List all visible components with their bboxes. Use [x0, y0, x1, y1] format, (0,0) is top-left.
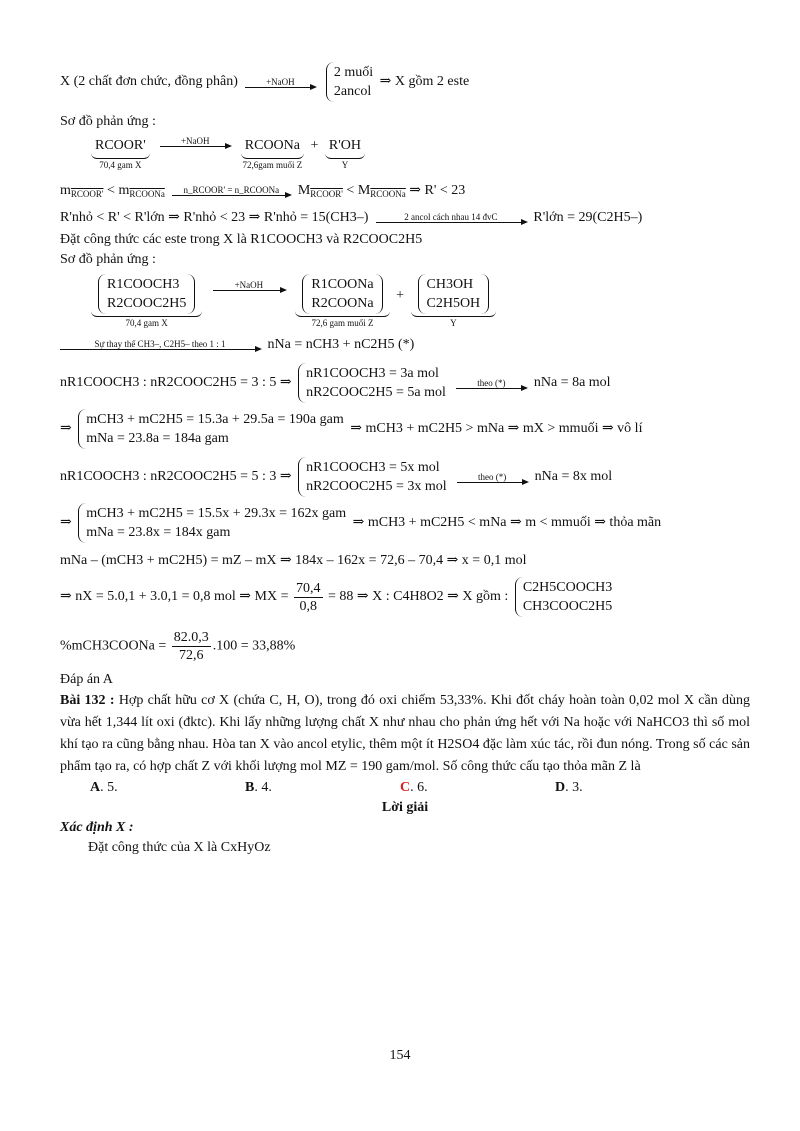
ester-2: R2COOC2H5 — [107, 296, 187, 311]
line-ratio-3-5 — [60, 363, 750, 403]
document-body — [60, 58, 750, 858]
choice-value: . 6. — [410, 780, 428, 795]
symbol: M — [357, 183, 371, 198]
choice-d — [555, 778, 710, 798]
alcohol-label: Y — [341, 160, 349, 170]
subscript: RCOOR' — [70, 189, 104, 199]
plus: + — [396, 288, 404, 303]
reaction-arrow — [245, 77, 315, 88]
fraction — [294, 580, 323, 615]
arrow-label: Sự thay thế CH3–, C2H5– theo 1 : 1 — [94, 339, 226, 350]
alcohol-2: C2H5OH — [426, 296, 481, 311]
symbol: m — [118, 183, 130, 198]
system-brace — [78, 503, 346, 543]
system-bottom: CH3COOC2H5 — [522, 599, 613, 614]
arrow-label: +NaOH — [266, 76, 295, 87]
line-mass-comparison — [60, 181, 750, 204]
line-reaction-scheme-1 — [60, 136, 750, 171]
choice-key: D — [555, 780, 566, 795]
symbol: M — [297, 183, 311, 198]
operator: < — [346, 183, 355, 198]
implies: ⇒ — [60, 421, 72, 437]
arrow-label: +NaOH — [180, 136, 210, 146]
question-132 — [60, 690, 750, 778]
line-check-3-5 — [60, 409, 750, 449]
choice-key: C — [400, 780, 411, 795]
arrow-label: theo (*) — [477, 377, 506, 388]
ester-mass: 70,4 gam X — [99, 160, 142, 170]
alcohol-group — [325, 136, 365, 171]
question-text: Hợp chất hữu cơ X (chứa C, H, O), trong đó oxi chiếm 53,33%. Khi đốt cháy hoàn toàn 0,02 mol X cần dùng vừa hết 1,344 lít oxi (đktc). Khi lấy những lượng chất X như nhau cho phản ứng hết với Na hoặc với NaHCO3 thì số mol khí tạo ra cũng bằng nhau. Hòa tan X vào ancol etylic, thêm một ít H2SO4 đặc làm xúc tác, rồi đun nóng. Trong số các sản phẩm tạo ra, có hợp chất Z với khối lượng mol MZ = 190 gam/mol. Số công thức cấu tạo thỏa mãn Z là — [60, 693, 751, 774]
system-brace — [78, 409, 344, 449]
line-r-range — [60, 208, 750, 228]
section-heading: Xác định X : — [60, 820, 134, 835]
text: ⇒ mCH3 + mC2H5 > mNa ⇒ mX > mmuối ⇒ vô lí — [350, 421, 643, 437]
system-top: nR1COOCH3 = 5x mol — [306, 460, 440, 475]
answer-choices — [60, 778, 750, 798]
system-bottom: 2ancol — [333, 84, 372, 99]
system-top: nR1COOCH3 = 3a mol — [306, 366, 439, 381]
text: R'nhỏ < R' < R'lớn ⇒ R'nhỏ < 23 ⇒ R'nhỏ = 15(CH3–) — [60, 210, 369, 225]
reaction-arrow — [376, 212, 526, 223]
line-scheme-2: Sơ đồ phản ứng : — [60, 252, 156, 267]
ester-group — [91, 274, 202, 329]
text: nNa = nCH3 + nC2H5 (*) — [267, 337, 415, 352]
choice-key: A — [90, 780, 101, 795]
salt-group — [241, 136, 304, 171]
salt-mass: 72,6gam muối Z — [242, 160, 303, 170]
choice-a — [90, 778, 245, 798]
line-molar-mass — [60, 577, 750, 617]
text: nR1COOCH3 : nR2COOC2H5 = 3 : 5 ⇒ — [60, 375, 292, 391]
text: R'lớn = 29(C2H5–) — [533, 210, 643, 225]
alcohol: R'OH — [325, 136, 365, 159]
text: = 88 ⇒ X : C4H8O2 ⇒ X gồm : — [328, 589, 509, 605]
choice-key: B — [245, 780, 255, 795]
text: %mCH3COONa = — [60, 638, 167, 654]
operator: < — [107, 183, 115, 198]
system-bottom: mNa = 23.8a = 184a gam — [86, 431, 229, 446]
salt: RCOONa — [241, 136, 304, 159]
system-brace — [515, 577, 612, 617]
line-ratio-5-3 — [60, 457, 750, 497]
system-brace — [326, 62, 373, 102]
text: nR1COOCH3 : nR2COOC2H5 = 5 : 3 ⇒ — [60, 469, 292, 485]
line-substitution — [60, 335, 750, 355]
answer-line: Đáp án A — [60, 672, 113, 687]
text: X (2 chất đơn chức, đồng phân) — [60, 74, 238, 90]
arrow-label: 2 ancol cách nhau 14 đvC — [404, 212, 498, 223]
text: ⇒ R' < 23 — [409, 183, 466, 198]
salt-group — [295, 274, 389, 329]
subscript: RCOONa — [370, 189, 406, 199]
arrow-label: theo (*) — [478, 471, 507, 482]
text: ⇒ X gồm 2 este — [379, 74, 470, 90]
numerator: 70,4 — [296, 580, 321, 596]
line-x-definition — [60, 62, 750, 102]
line-solve-x: mNa – (mCH3 + mC2H5) = mZ – mX ⇒ 184x – 162x = 72,6 – 70,4 ⇒ x = 0,1 mol — [60, 553, 527, 568]
ester-1: R1COOCH3 — [107, 277, 180, 292]
alcohol-1: CH3OH — [426, 277, 474, 292]
reaction-arrow — [160, 136, 230, 147]
system-bottom: nR2COOC2H5 = 5a mol — [306, 385, 446, 400]
line-percent — [60, 629, 750, 664]
system-top: C2H5COOCH3 — [522, 580, 613, 595]
reaction-arrow — [60, 339, 260, 350]
salt-mass: 72,6 gam muối Z — [311, 318, 374, 328]
salt-1: R1COONa — [311, 277, 374, 292]
choice-value: . 3. — [565, 780, 583, 795]
system-bottom: nR2COOC2H5 = 3x mol — [306, 479, 447, 494]
ester-group — [91, 136, 150, 171]
fraction — [172, 629, 211, 664]
arrow-label: n_RCOOR' = n_RCOONa — [183, 185, 280, 196]
denominator: 0,8 — [299, 598, 317, 614]
numerator: 82.0,3 — [173, 630, 209, 645]
denominator: 72,6 — [179, 648, 204, 663]
line-scheme-1: Sơ đồ phản ứng : — [60, 114, 156, 129]
choice-b — [245, 778, 400, 798]
system-brace — [298, 363, 446, 403]
reaction-arrow — [456, 378, 526, 389]
alcohol-label: Y — [450, 318, 457, 328]
reaction-arrow — [172, 185, 290, 196]
ester: RCOOR' — [91, 136, 150, 159]
page-number: 154 — [389, 1048, 411, 1063]
system-brace — [298, 457, 447, 497]
last-line: Đặt công thức của X là CxHyOz — [88, 840, 271, 855]
choice-c — [400, 778, 555, 798]
question-number: Bài 132 : — [60, 693, 115, 708]
reaction-arrow — [213, 280, 285, 291]
text: nNa = 8a mol — [533, 375, 611, 391]
plus: + — [310, 138, 319, 153]
text: nNa = 8x mol — [534, 469, 613, 485]
subscript: RCOOR' — [310, 189, 343, 199]
alcohol-group — [411, 274, 497, 329]
system-top: 2 muối — [333, 65, 374, 80]
text: ⇒ nX = 5.0,1 + 3.0,1 = 0,8 mol ⇒ MX = — [60, 589, 289, 605]
text: ⇒ mCH3 + mC2H5 < mNa ⇒ m < mmuối ⇒ thỏa mãn — [352, 515, 662, 531]
symbol: m — [60, 183, 71, 198]
choice-value: . 5. — [100, 780, 118, 795]
subscript: RCOONa — [129, 189, 165, 199]
implies: ⇒ — [60, 515, 72, 531]
line-check-5-3 — [60, 503, 750, 543]
arrow-label: +NaOH — [234, 280, 264, 290]
line-reaction-scheme-2 — [60, 274, 750, 329]
reaction-arrow — [457, 472, 527, 483]
ester-mass: 70,4 gam X — [125, 318, 168, 328]
system-top: mCH3 + mC2H5 = 15.5x + 29.3x = 162x gam — [86, 506, 347, 521]
choice-value: . 4. — [254, 780, 272, 795]
text: .100 = 33,88% — [212, 638, 296, 654]
solution-heading: Lời giải — [381, 800, 429, 815]
salt-2: R2COONa — [311, 296, 374, 311]
system-bottom: mNa = 23.8x = 184x gam — [86, 525, 231, 540]
line-ester-formula: Đặt công thức các este trong X là R1COOCH3 và R2COOC2H5 — [60, 232, 423, 247]
system-top: mCH3 + mC2H5 = 15.3a + 29.5a = 190a gam — [86, 412, 344, 427]
